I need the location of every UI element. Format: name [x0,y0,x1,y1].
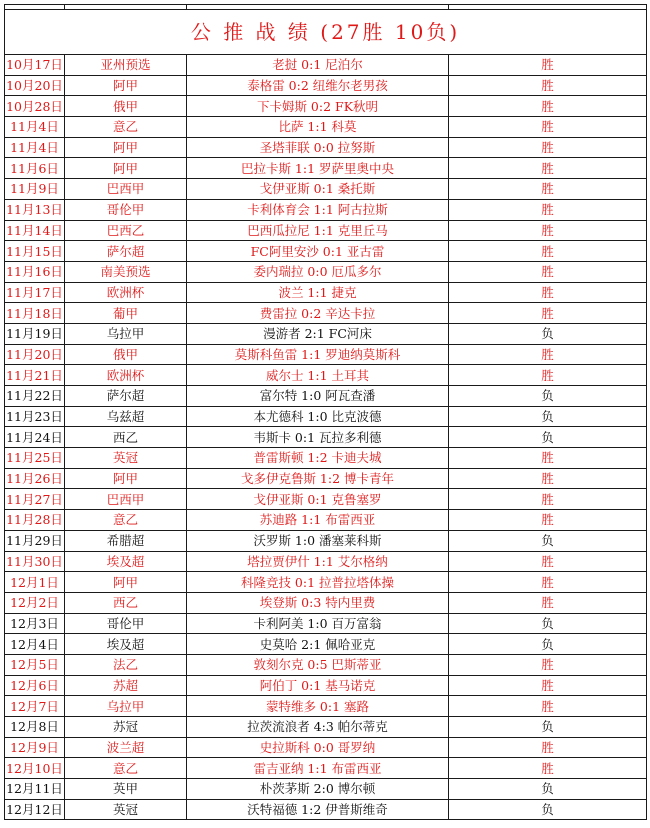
date-cell: 11月16日 [5,261,65,282]
table-row [5,96,647,117]
league-cell: 哥伦甲 [65,613,187,634]
league-cell: 葡甲 [65,303,187,324]
table-row [5,489,647,510]
result-cell: 胜 [449,365,647,386]
table-row [5,137,647,158]
league-cell: 巴西甲 [65,489,187,510]
result-cell: 胜 [449,117,647,138]
date-cell: 12月6日 [5,675,65,696]
match-cell: 费雷拉 0:2 辛达卡拉 [187,303,449,324]
league-cell: 意乙 [65,758,187,779]
date-cell: 12月4日 [5,634,65,655]
date-cell: 12月10日 [5,758,65,779]
date-cell: 12月12日 [5,799,65,820]
league-cell: 萨尔超 [65,386,187,407]
league-cell: 波兰超 [65,737,187,758]
match-cell: 雷吉亚纳 1:1 布雷西亚 [187,758,449,779]
table-row [5,406,647,427]
date-cell: 11月22日 [5,386,65,407]
league-cell: 哥伦甲 [65,199,187,220]
table-row [5,468,647,489]
match-cell: 普雷斯顿 1:2 卡迪夫城 [187,448,449,469]
league-cell: 西乙 [65,427,187,448]
table-row [5,717,647,738]
result-cell: 胜 [449,737,647,758]
date-cell: 12月8日 [5,717,65,738]
table-row [5,365,647,386]
match-cell: 下卡姆斯 0:2 FK秋明 [187,96,449,117]
match-cell: 卡利体育会 1:1 阿古拉斯 [187,199,449,220]
result-cell: 胜 [449,468,647,489]
match-cell: 苏迪路 1:1 布雷西亚 [187,510,449,531]
page-title: 公 推 战 绩 (27胜 10负) [5,10,647,55]
date-cell: 11月4日 [5,117,65,138]
table-row [5,779,647,800]
league-cell: 苏冠 [65,717,187,738]
table-row [5,737,647,758]
match-cell: 沃罗斯 1:0 潘塞莱科斯 [187,530,449,551]
league-cell: 西乙 [65,592,187,613]
table-row [5,572,647,593]
match-cell: 巴拉卡斯 1:1 罗萨里奥中央 [187,158,449,179]
date-cell: 11月20日 [5,344,65,365]
match-cell: 波兰 1:1 捷克 [187,282,449,303]
table-row [5,241,647,262]
league-cell: 英甲 [65,779,187,800]
league-cell: 阿甲 [65,468,187,489]
table-row [5,613,647,634]
result-cell: 胜 [449,675,647,696]
date-cell: 11月17日 [5,282,65,303]
match-cell: 韦斯卡 0:1 瓦拉多利德 [187,427,449,448]
match-cell: 漫游者 2:1 FC河床 [187,323,449,344]
league-cell: 乌拉甲 [65,323,187,344]
result-cell: 负 [449,386,647,407]
results-table-body [5,5,647,820]
league-cell: 埃及超 [65,551,187,572]
league-cell: 南美预选 [65,261,187,282]
match-cell: 塔拉贾伊什 1:1 艾尔格纳 [187,551,449,572]
date-cell: 11月28日 [5,510,65,531]
result-cell: 胜 [449,303,647,324]
league-cell: 阿甲 [65,158,187,179]
league-cell: 欧洲杯 [65,365,187,386]
table-row [5,179,647,200]
table-row [5,261,647,282]
result-cell: 负 [449,613,647,634]
table-row [5,303,647,324]
league-cell: 乌拉甲 [65,696,187,717]
match-cell: 比萨 1:1 科莫 [187,117,449,138]
date-cell: 11月30日 [5,551,65,572]
match-cell: 戈多伊克鲁斯 1:2 博卡青年 [187,468,449,489]
result-cell: 负 [449,406,647,427]
result-cell: 胜 [449,137,647,158]
result-cell: 胜 [449,696,647,717]
result-cell: 负 [449,634,647,655]
table-row [5,530,647,551]
match-cell: 富尔特 1:0 阿瓦查潘 [187,386,449,407]
result-cell: 负 [449,779,647,800]
league-cell: 埃及超 [65,634,187,655]
result-cell: 胜 [449,654,647,675]
date-cell: 11月18日 [5,303,65,324]
result-cell: 胜 [449,448,647,469]
table-row [5,427,647,448]
league-cell: 阿甲 [65,75,187,96]
title-row [5,10,647,55]
date-cell: 12月11日 [5,779,65,800]
table-row [5,344,647,365]
table-row [5,551,647,572]
match-cell: 圣塔菲联 0:0 拉努斯 [187,137,449,158]
table-row [5,282,647,303]
match-cell: 泰格雷 0:2 纽维尔老男孩 [187,75,449,96]
result-cell: 负 [449,530,647,551]
match-cell: 卡利阿美 1:0 百万富翁 [187,613,449,634]
match-cell: 沃特福德 1:2 伊普斯维奇 [187,799,449,820]
match-cell: 莫斯科鱼雷 1:1 罗迪纳莫斯科 [187,344,449,365]
result-cell: 负 [449,427,647,448]
match-cell: 戈伊亚斯 0:1 克鲁塞罗 [187,489,449,510]
league-cell: 英冠 [65,448,187,469]
result-cell: 胜 [449,758,647,779]
league-cell: 乌兹超 [65,406,187,427]
result-cell: 胜 [449,282,647,303]
date-cell: 12月3日 [5,613,65,634]
table-row [5,799,647,820]
league-cell: 法乙 [65,654,187,675]
table-row [5,758,647,779]
date-cell: 11月15日 [5,241,65,262]
table-row [5,117,647,138]
league-cell: 俄甲 [65,96,187,117]
league-cell: 希腊超 [65,530,187,551]
date-cell: 10月20日 [5,75,65,96]
match-cell: 阿伯丁 0:1 基马诺克 [187,675,449,696]
date-cell: 11月21日 [5,365,65,386]
league-cell: 俄甲 [65,344,187,365]
table-row [5,448,647,469]
league-cell: 苏超 [65,675,187,696]
league-cell: 意乙 [65,117,187,138]
league-cell: 巴西甲 [65,179,187,200]
date-cell: 12月9日 [5,737,65,758]
table-row [5,696,647,717]
table-row [5,592,647,613]
result-cell: 胜 [449,179,647,200]
league-cell: 萨尔超 [65,241,187,262]
table-row [5,654,647,675]
result-cell: 负 [449,323,647,344]
result-cell: 胜 [449,489,647,510]
match-cell: 史莫哈 2:1 佩哈亚克 [187,634,449,655]
result-cell: 胜 [449,96,647,117]
result-cell: 胜 [449,551,647,572]
date-cell: 11月29日 [5,530,65,551]
table-row [5,158,647,179]
date-cell: 10月17日 [5,55,65,76]
result-cell: 胜 [449,220,647,241]
date-cell: 11月13日 [5,199,65,220]
date-cell: 11月9日 [5,179,65,200]
table-row [5,386,647,407]
table-row [5,634,647,655]
date-cell: 12月1日 [5,572,65,593]
date-cell: 11月27日 [5,489,65,510]
match-cell: 本尤德科 1:0 比克波德 [187,406,449,427]
result-cell: 胜 [449,510,647,531]
league-cell: 英冠 [65,799,187,820]
match-cell: 戈伊亚斯 0:1 桑托斯 [187,179,449,200]
league-cell: 阿甲 [65,572,187,593]
table-row [5,55,647,76]
result-cell: 胜 [449,241,647,262]
date-cell: 10月28日 [5,96,65,117]
match-cell: 委内瑞拉 0:0 厄瓜多尔 [187,261,449,282]
date-cell: 11月26日 [5,468,65,489]
match-cell: 威尔士 1:1 土耳其 [187,365,449,386]
match-cell: 史拉斯科 0:0 哥罗纳 [187,737,449,758]
league-cell: 亚州预选 [65,55,187,76]
table-row [5,323,647,344]
results-table [4,4,647,820]
match-cell: 埃登斯 0:3 特内里费 [187,592,449,613]
date-cell: 11月25日 [5,448,65,469]
result-cell: 胜 [449,55,647,76]
date-cell: 11月14日 [5,220,65,241]
result-cell: 胜 [449,344,647,365]
match-cell: 巴西瓜拉尼 1:1 克里丘马 [187,220,449,241]
date-cell: 12月2日 [5,592,65,613]
date-cell: 11月23日 [5,406,65,427]
table-row [5,75,647,96]
match-cell: 蒙特维多 0:1 塞路 [187,696,449,717]
match-cell: 朴茨茅斯 2:0 博尔顿 [187,779,449,800]
date-cell: 12月7日 [5,696,65,717]
match-cell: 敦刻尔克 0:5 巴斯蒂亚 [187,654,449,675]
date-cell: 12月5日 [5,654,65,675]
date-cell: 11月6日 [5,158,65,179]
result-cell: 胜 [449,592,647,613]
date-cell: 11月4日 [5,137,65,158]
result-cell: 胜 [449,261,647,282]
table-row [5,199,647,220]
league-cell: 意乙 [65,510,187,531]
date-cell: 11月19日 [5,323,65,344]
result-cell: 胜 [449,75,647,96]
match-cell: 科隆竞技 0:1 拉普拉塔体操 [187,572,449,593]
league-cell: 巴西乙 [65,220,187,241]
table-row [5,510,647,531]
result-cell: 胜 [449,158,647,179]
league-cell: 阿甲 [65,137,187,158]
match-cell: FC阿里安沙 0:1 亚古雷 [187,241,449,262]
league-cell: 欧洲杯 [65,282,187,303]
table-row [5,675,647,696]
match-cell: 老挝 0:1 尼泊尔 [187,55,449,76]
result-cell: 胜 [449,199,647,220]
result-cell: 负 [449,717,647,738]
date-cell: 11月24日 [5,427,65,448]
match-cell: 拉茨流浪者 4:3 帕尔蒂克 [187,717,449,738]
result-cell: 负 [449,799,647,820]
table-row [5,220,647,241]
result-cell: 胜 [449,572,647,593]
